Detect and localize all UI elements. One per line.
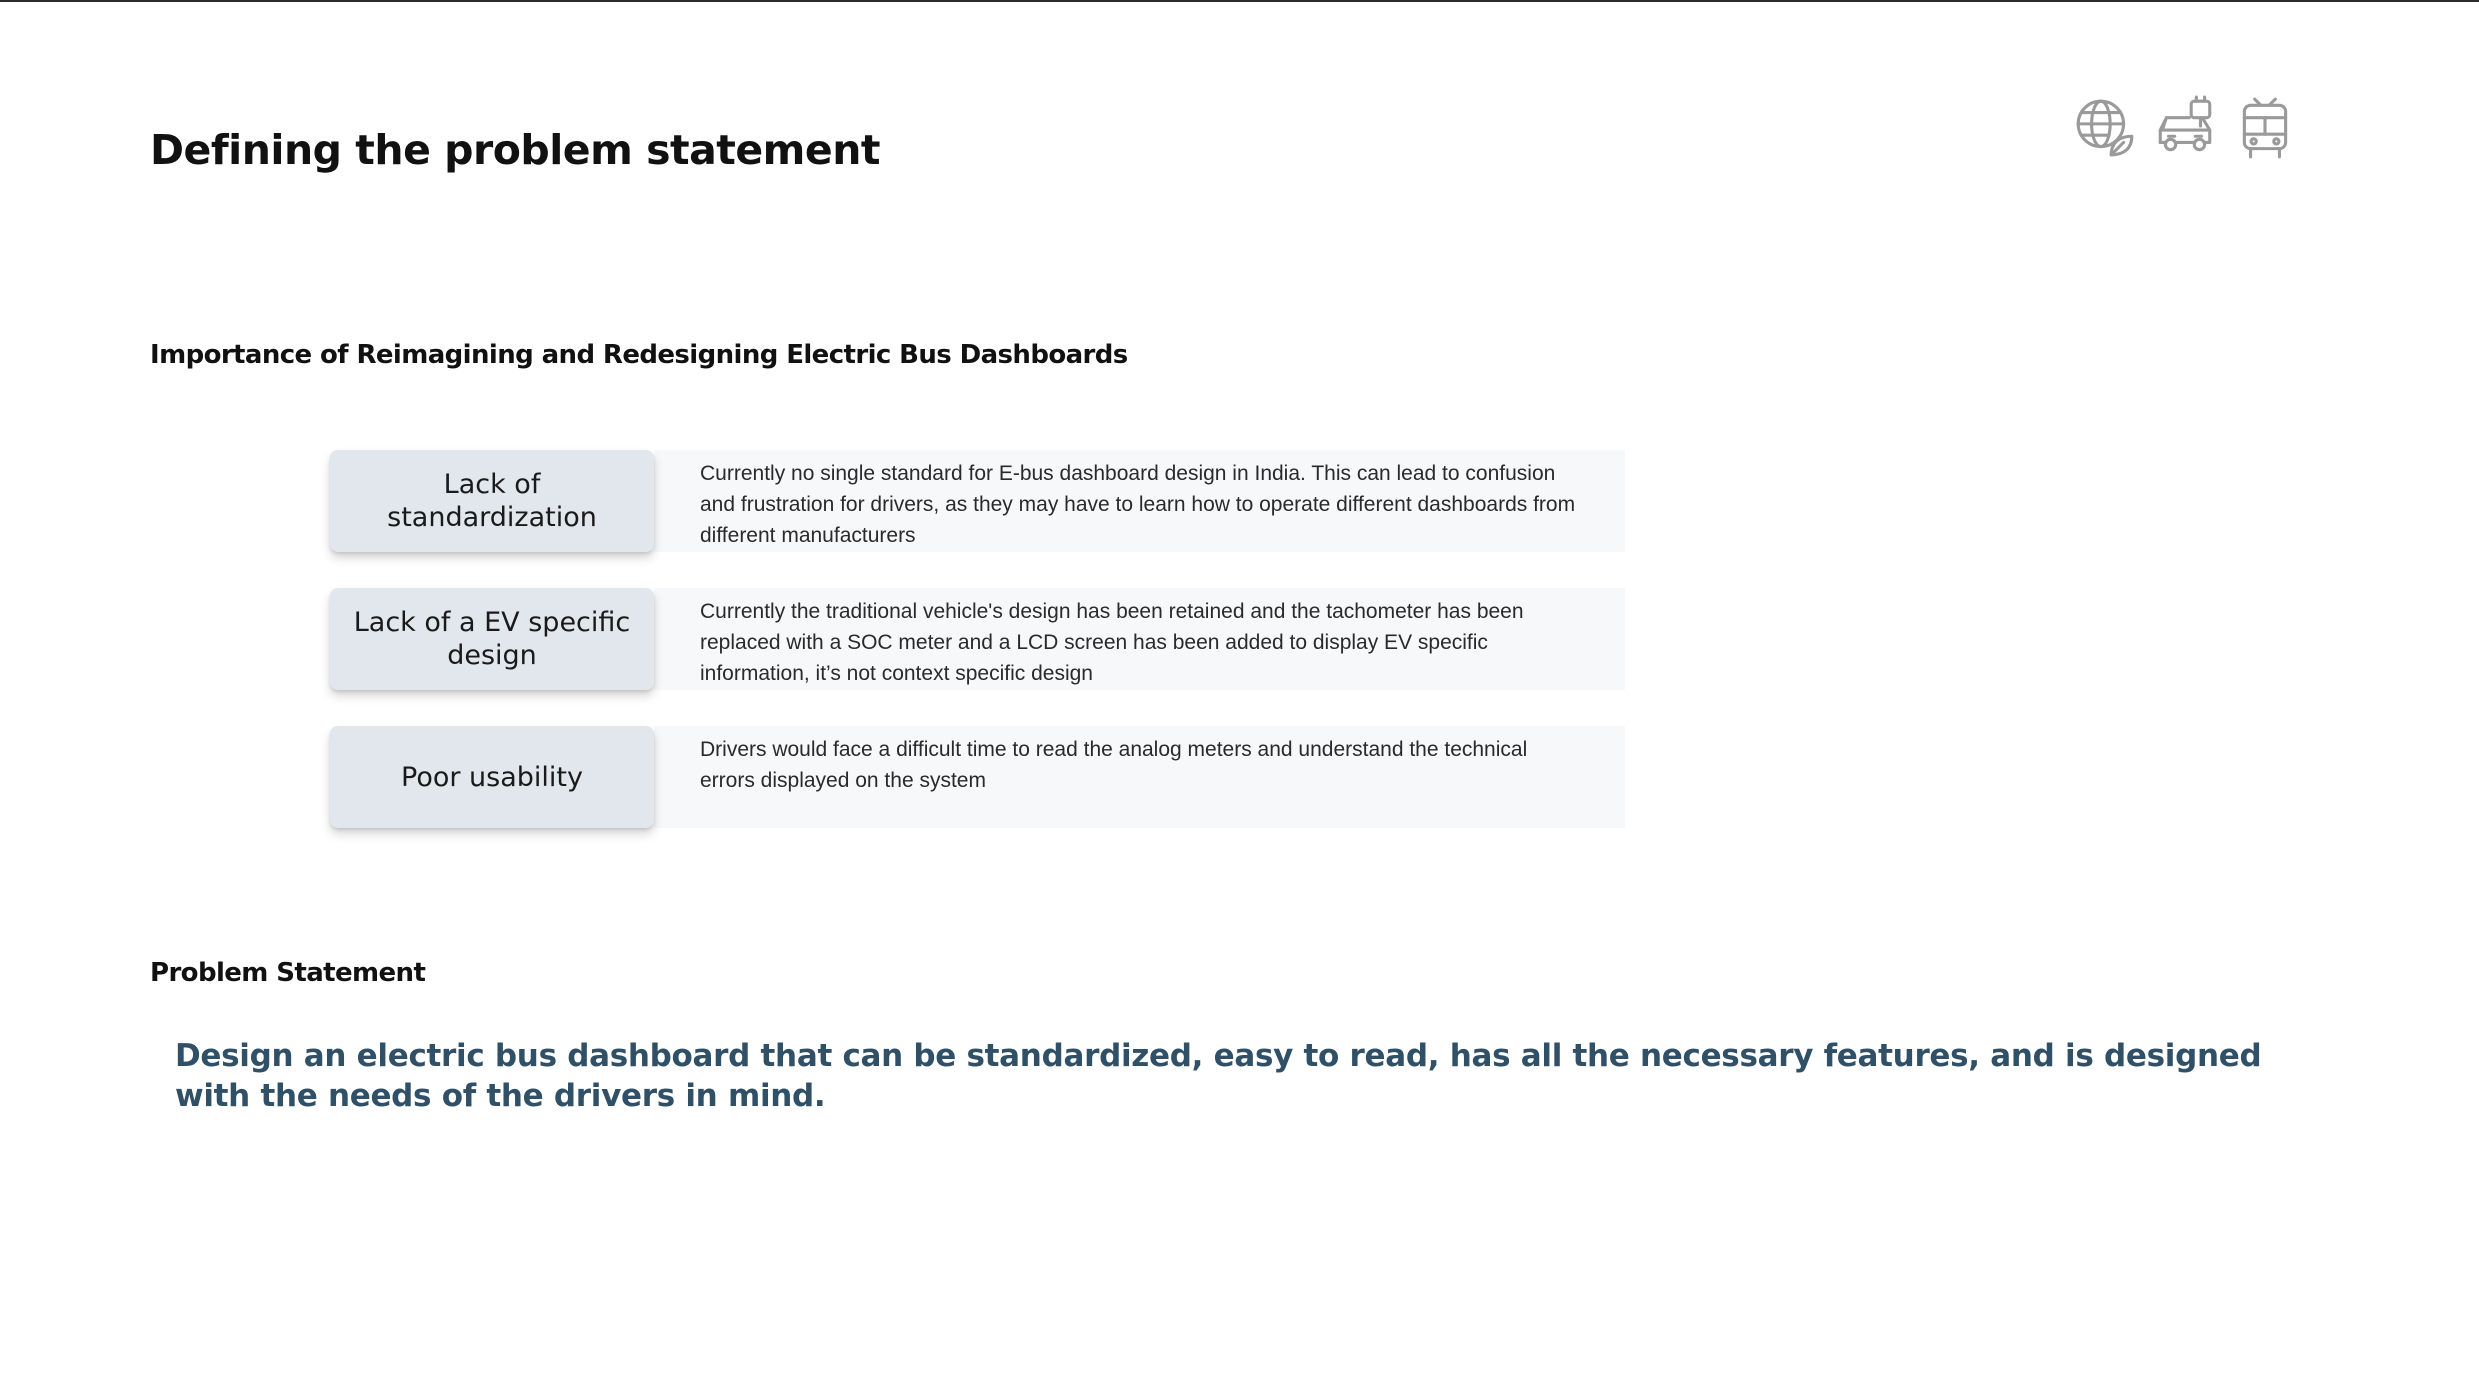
problem-statement-heading: Problem Statement xyxy=(150,958,426,988)
top-border xyxy=(0,0,2479,2)
importance-heading: Importance of Reimagining and Redesigning Electric Bus Dashboards xyxy=(150,340,1128,370)
problem-statement-text: Design an electric bus dashboard that can be standardized, easy to read, has all the necessary features, and is designed with the needs of the drivers in mind. xyxy=(175,1038,2262,1114)
issue-row-ev-design xyxy=(330,588,1625,690)
issue-label: Lack of a EV specific design xyxy=(330,588,654,690)
header-icons xyxy=(2072,95,2298,161)
issue-row-standardization xyxy=(330,450,1625,552)
page-title: Defining the problem statement xyxy=(150,126,880,174)
globe-leaf-icon xyxy=(2072,95,2138,161)
bus-icon xyxy=(2232,95,2298,161)
issues-list xyxy=(330,450,1625,864)
issue-label: Poor usability xyxy=(330,726,654,828)
issue-row-usability xyxy=(330,726,1625,828)
issue-label: Lack of standardization xyxy=(330,450,654,552)
issue-description: Drivers would face a difficult time to read the analog meters and understand the technical errors displayed on the system xyxy=(654,726,1625,828)
issue-description: Currently no single standard for E-bus dashboard design in India. This can lead to confusion and frustration for drivers, as they may have to learn how to operate different dashboards from different manufacturers xyxy=(654,450,1625,552)
ev-car-charging-icon xyxy=(2152,95,2218,161)
issue-description: Currently the traditional vehicle's design has been retained and the tachometer has been replaced with a SOC meter and a LCD screen has been added to display EV specific information, it’s not context specific design xyxy=(654,588,1625,690)
